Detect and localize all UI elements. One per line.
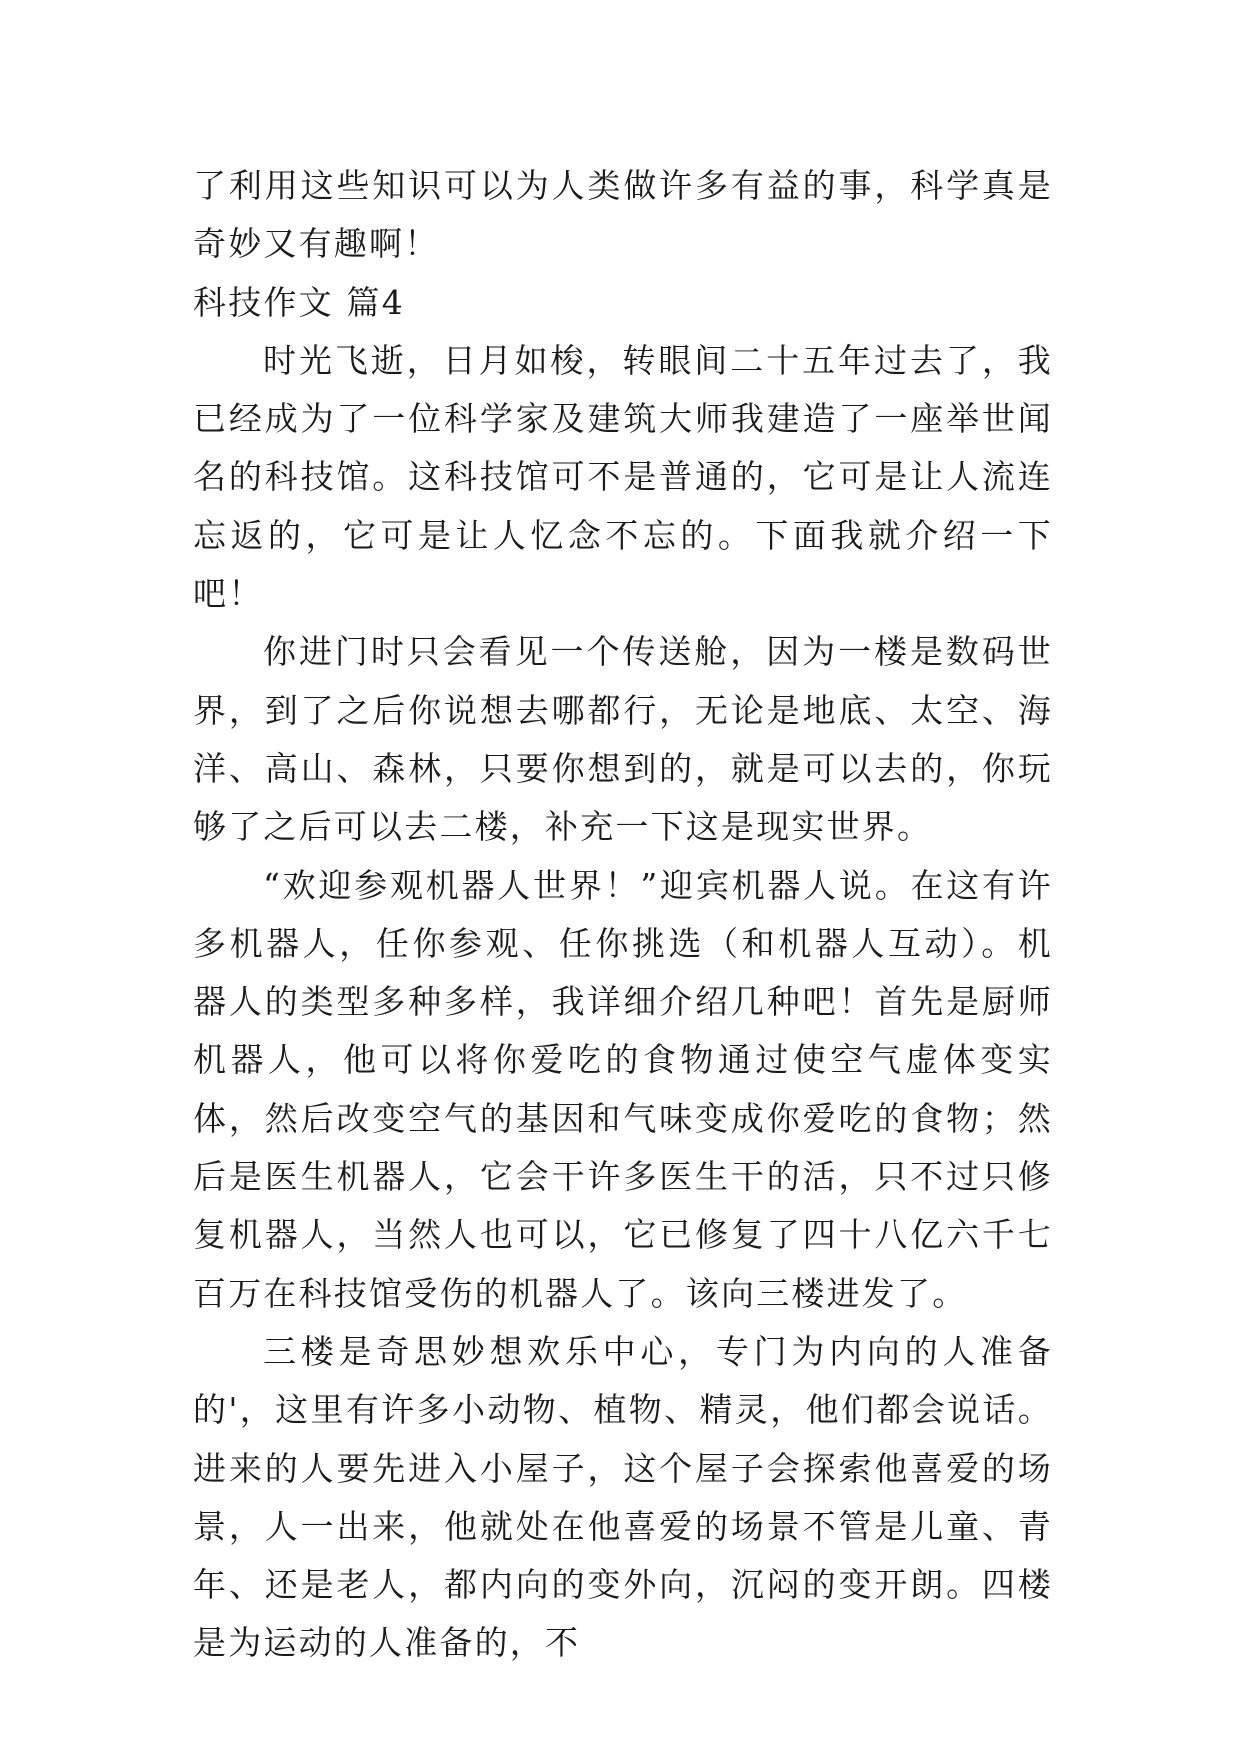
paragraph-2: 你进门时只会看见一个传送舱，因为一楼是数码世界，到了之后你说想去哪都行，无论是地底、太空、海洋、高山、森林，只要你想到的，就是可以去的，你玩够了之后可以去二楼，补充一下这是现实世界。 (193, 632, 1053, 847)
paragraph-4: 三楼是奇思妙想欢乐中心，专门为内向的人准备的'，这里有许多小动物、植物、精灵，他们都会说话。进来的人要先进入小屋子，这个屋子会探索他喜爱的场景，人一出来，他就处在他喜爱的场景不管是儿童、青年、还是老人，都内向的变外向，沉闷的变开朗。四楼是为运动的人准备的，不 (193, 1331, 1053, 1663)
paragraph-1: 时光飞逝，日月如梭，转眼间二十五年过去了，我已经成为了一位科学家及建筑大师我建造了一座举世闻名的科技馆。这科技馆可不是普通的，它可是让人流连忘返的，它可是让人忆念不忘的。下面我就介绍一下吧！ (193, 340, 1053, 614)
document-body (193, 157, 1053, 1673)
paragraph-3: “欢迎参观机器人世界！”迎宾机器人说。在这有许多机器人，任你参观、任你挑选（和机器人互动）。机器人的类型多种多样，我详细介绍几种吧！首先是厨师机器人，他可以将你爱吃的食物通过使空气虚体变实体，然后改变空气的基因和气味变成你爱吃的食物；然后是医生机器人，它会干许多医生干的活，只不过只修复机器人，当然人也可以，它已修复了四十八亿六千七百万在科技馆受伤的机器人了。该向三楼进发了。 (193, 865, 1053, 1313)
section-title: 科技作文 篇4 (193, 282, 405, 322)
lead-paragraph: 了利用这些知识可以为人类做许多有益的事，科学真是奇妙又有趣啊！ (193, 166, 1053, 264)
